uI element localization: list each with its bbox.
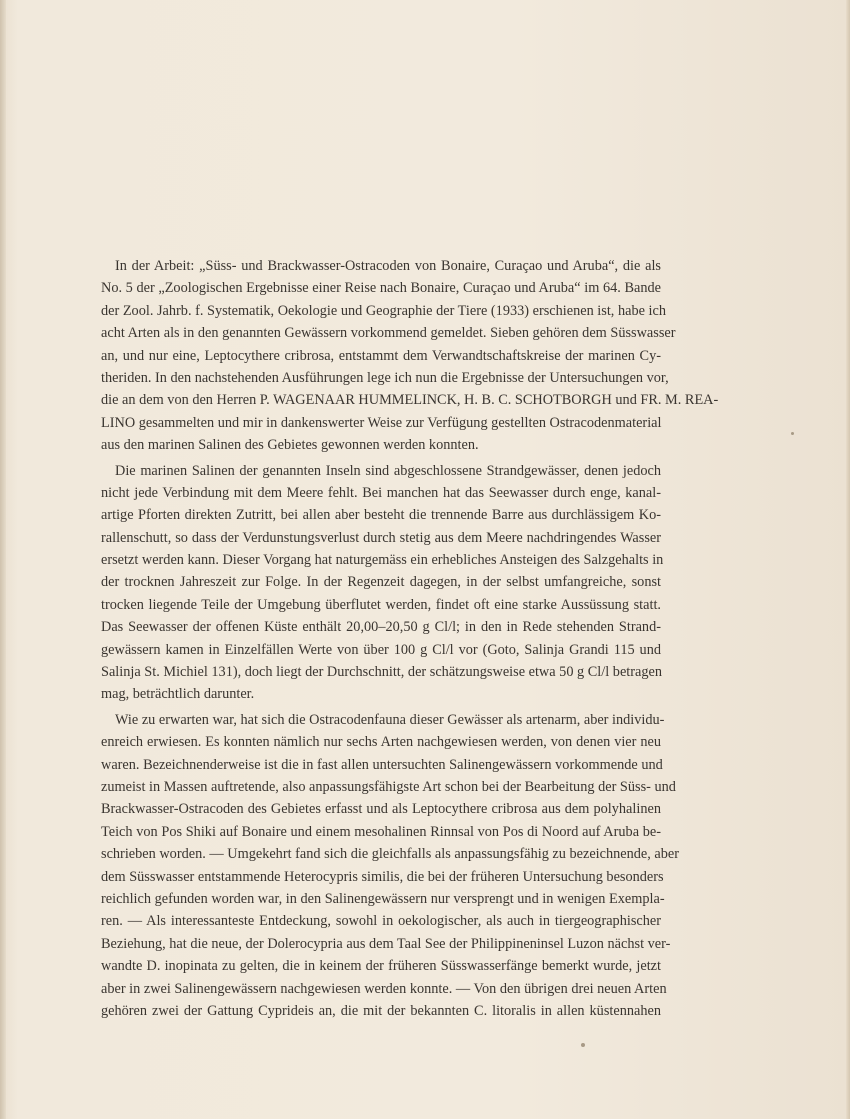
paragraph-3 [101, 709, 680, 1022]
text-line: No. 5 der „Zoologischen Ergebnisse einer Reise nach Bonaire, Curaçao und Aruba“ im 64. Bande [101, 280, 661, 297]
text-line: Beziehung, hat die neue, der Dolerocypria aus dem Taal See der Philippineninsel Luzon nächst ver- [101, 935, 671, 952]
paper-speck [791, 432, 794, 435]
text-line: der Zool. Jahrb. f. Systematik, Oekologie und Geographie der Tiere (1933) erschienen ist, habe ich [101, 302, 666, 319]
body-text [101, 255, 719, 1022]
text-line: trocken liegende Teile der Umgebung überflutet werden, findet oft eine starke Aussüssung statt. [101, 596, 661, 613]
text-line: In der Arbeit: „Süss- und Brackwasser-Ostracoden von Bonaire, Curaçao und Aruba“, die als [115, 258, 661, 274]
text-line: LINO gesammelten und mir in dankenswerter Weise zur Verfügung gestellten Ostracodenmaterial [101, 414, 662, 431]
text-line: Brackwasser-Ostracoden des Gebietes erfasst und als Leptocythere cribrosa aus dem polyhalinen [101, 801, 661, 818]
paper-speck [581, 1043, 585, 1047]
text-line: waren. Bezeichnenderweise ist die in fast allen untersuchten Salinengewässern vorkommende und [101, 756, 663, 773]
page-left-edge [0, 0, 6, 1119]
text-line: reichlich gefunden worden war, in den Salinengewässern nur versprengt und in wenigen Exempla- [101, 890, 665, 907]
text-line: Salinja St. Michiel 131), doch liegt der Durchschnitt, der schätzungsweise etwa 50 g Cl/l betragen [101, 664, 663, 681]
text-line: schrieben worden. — Umgekehrt fand sich die gleichfalls als anpassungsfähig zu bezeichnende, aber [101, 846, 680, 863]
text-line: ersetzt werden kann. Dieser Vorgang hat naturgemäss ein erhebliches Ansteigen des Salzgehalts in [101, 552, 664, 569]
text-line: dem Süsswasser entstammende Heterocypris similis, die bei der früheren Untersuchung besonders [101, 868, 664, 885]
text-line: mag, beträchtlich darunter. [101, 686, 255, 703]
text-line: aus den marinen Salinen des Gebietes gewonnen werden konnten. [101, 437, 479, 454]
text-line: der trocknen Jahreszeit zur Folge. In der Regenzeit dagegen, in der selbst umfangreiche, sonst [101, 574, 661, 591]
text-line: an, und nur eine, Leptocythere cribrosa, entstammt dem Verwandtschaftskreise der marinen Cy- [101, 347, 661, 364]
paragraph-1 [101, 255, 719, 457]
text-line: ren. — Als interessanteste Entdeckung, sowohl in oekologischer, als auch in tiergeographischer [101, 913, 661, 930]
text-line: zumeist in Massen auftretende, also anpassungsfähigste Art schon bei der Bearbeitung der Süss- und [101, 778, 676, 795]
text-line: rallenschutt, so dass der Verdunstungsverlust durch stetig aus dem Meere nachdringendes Wasser [101, 529, 661, 546]
text-line: nicht jede Verbindung mit dem Meere fehlt. Bei manchen hat das Seewasser durch enge, kanal- [101, 484, 661, 501]
text-line: gehören zwei der Gattung Cyprideis an, die mit der bekannten C. litoralis in allen küstennahen [101, 1002, 661, 1019]
text-line: Wie zu erwarten war, hat sich die Ostracodenfauna dieser Gewässer als artenarm, aber individu- [115, 711, 665, 728]
paragraph-2 [101, 460, 664, 706]
text-line: die an dem von den Herren P. WAGENAAR HUMMELINCK, H. B. C. SCHOTBORGH und FR. M. REA- [101, 392, 719, 409]
text-line: artige Pforten direkten Zutritt, bei allen aber besteht die trennende Barre aus durchlässigem Ko- [101, 507, 661, 524]
text-line: Die marinen Salinen der genannten Inseln sind abgeschlossene Strandgewässer, denen jedoch [115, 462, 661, 479]
text-line: aber in zwei Salinengewässern nachgewiesen werden konnte. — Von den übrigen drei neuen Arten [101, 980, 667, 997]
text-line: wandte D. inopinata zu gelten, die in keinem der früheren Süsswasserfänge bemerkt wurde, jetzt [101, 958, 661, 975]
text-line: enreich erwiesen. Es konnten nämlich nur sechs Arten nachgewiesen werden, von denen vier neu [101, 734, 661, 751]
text-line: Das Seewasser der offenen Küste enthält 20,00–20,50 g Cl/l; in den in Rede stehenden Strand- [101, 619, 661, 636]
text-line: gewässern kamen in Einzelfällen Werte von über 100 g Cl/l vor (Goto, Salinja Grandi 115 und [101, 641, 661, 658]
text-line: theriden. In den nachstehenden Ausführungen lege ich nun die Ergebnisse der Untersuchungen vor, [101, 369, 669, 386]
text-line: acht Arten als in den genannten Gewässern vorkommend gemeldet. Sieben gehören dem Süsswasser [101, 325, 676, 342]
page-right-edge [846, 0, 850, 1119]
text-line: Teich von Pos Shiki auf Bonaire und einem mesohalinen Rinnsal von Pos di Noord auf Aruba be- [101, 823, 661, 840]
